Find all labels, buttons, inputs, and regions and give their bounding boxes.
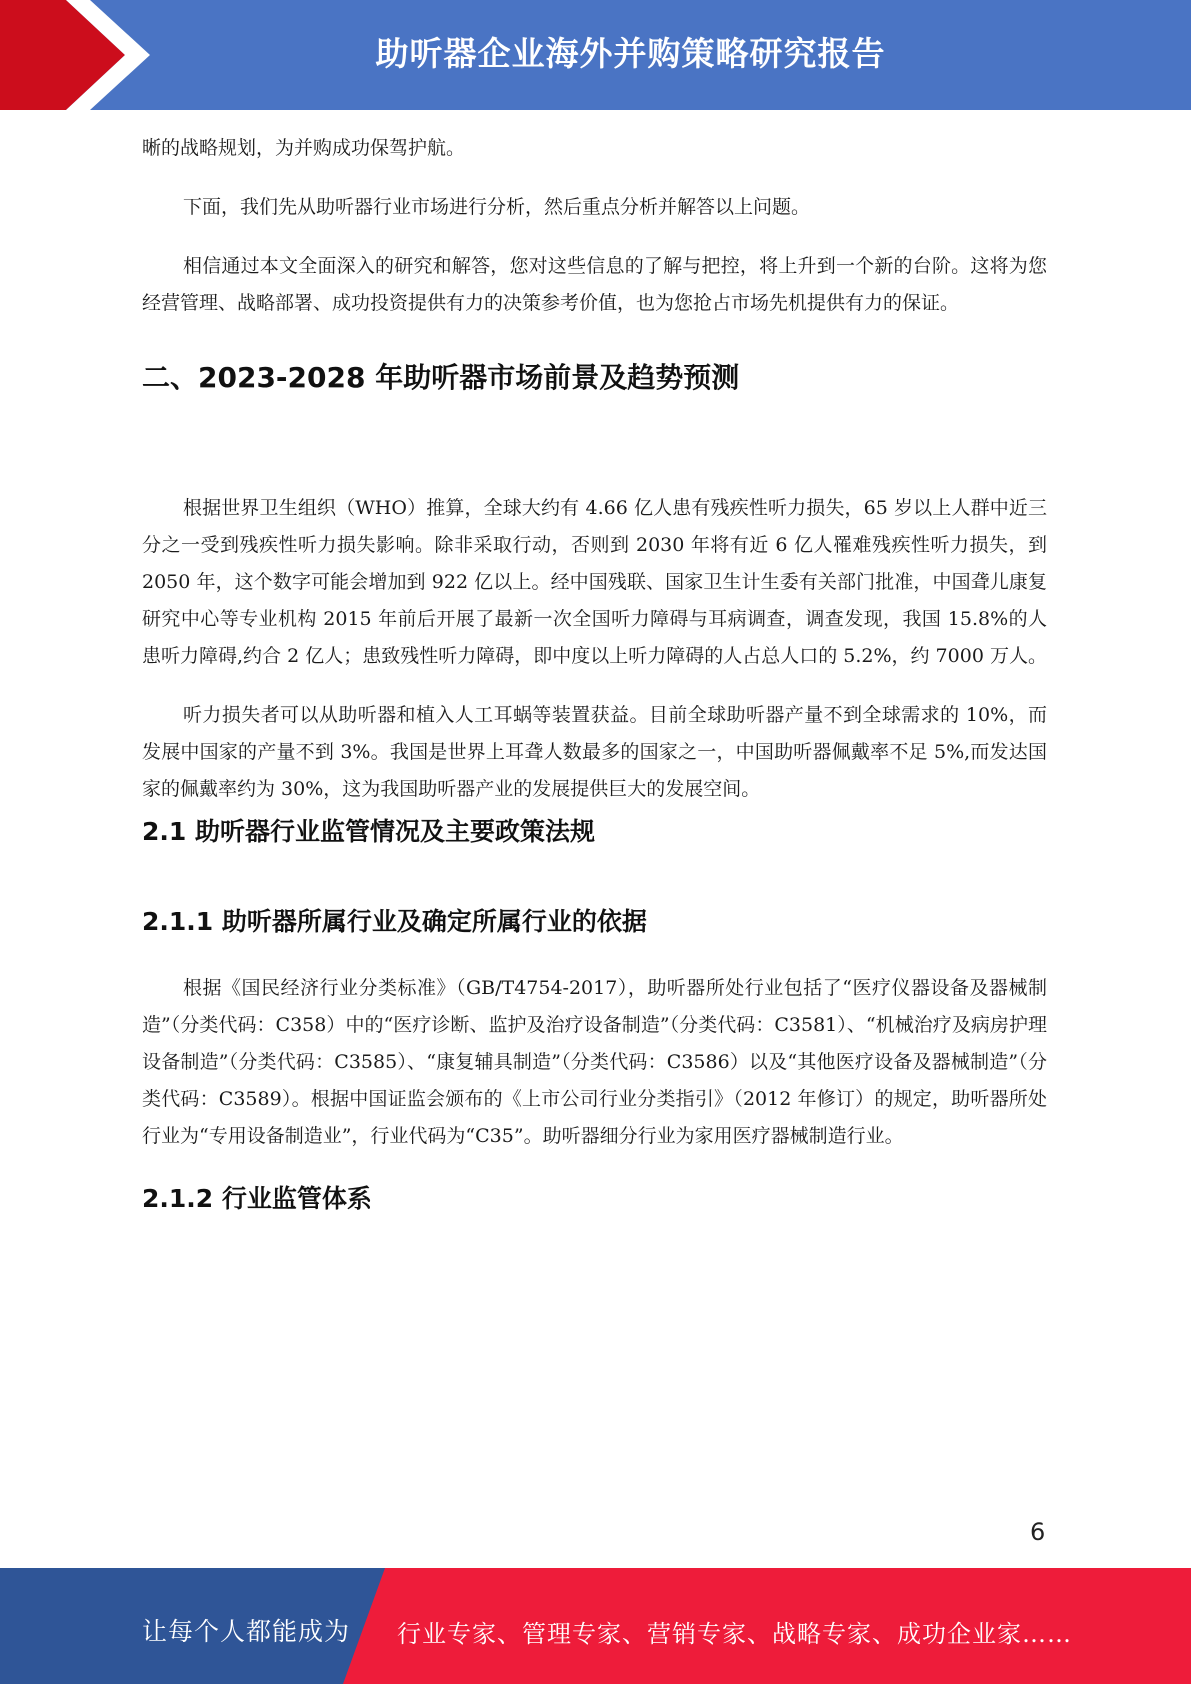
paragraph-who-statistics: 根据世界卫生组织（WHO）推算，全球大约有 4.66 亿人患有残疾性听力损失，65 岁以上人群中近三分之一受到残疾性听力损失影响。除非采取行动，否则到 2030 年将有近 6 亿人罹难残疾性听力损失，到 2050 年，这个数字可能会增加到 922 亿以上。经中国残联、国家卫生计生委有关部门批准，中国聋儿康复研究中心等专业机构 2015 年前后开展了最新一次全国听力障碍与耳病调查，调查发现，我国 15.8%的人患听力障碍,约合 2 亿人；患致残性听力障碍，即中度以上听力障碍的人占总人口的 5.2%，约 7000 万人。 xyxy=(142,497,1047,667)
page-footer xyxy=(0,1568,1191,1684)
paragraph-industry-classification: 根据《国民经济行业分类标准》（GB/T4754-2017），助听器所处行业包括了“医疗仪器设备及器械制造”（分类代码：C358）中的“医疗诊断、监护及治疗设备制造”（分类代码：C3581）、“机械治疗及病房护理设备制造”（分类代码：C3585）、“康复辅具制造”（分类代码：C3586）以及“其他医疗设备及器械制造”（分类代码：C3589）。根据中国证监会颁布的《上市公司行业分类指引》（2012 年修订）的规定，助听器所处行业为“专用设备制造业”，行业代码为“C35”。助听器细分行业为家用医疗器械制造行业。 xyxy=(142,977,1047,1147)
document-body xyxy=(142,130,1047,1217)
subsection-heading-2-1: 2.1 助听器行业监管情况及主要政策法规 xyxy=(142,817,595,846)
section-heading-2: 二、2023-2028 年助听器市场前景及趋势预测 xyxy=(142,361,740,394)
paragraph-value: 相信通过本文全面深入的研究和解答，您对这些信息的了解与把控，将上升到一个新的台阶。这将为您经营管理、战略部署、成功投资提供有力的决策参考价值，也为您抢占市场先机提供有力的保证。 xyxy=(142,255,1047,314)
subsection-heading-2-1-2: 2.1.2 行业监管体系 xyxy=(142,1184,372,1213)
page-header xyxy=(0,0,1191,110)
report-title: 助听器企业海外并购策略研究报告 xyxy=(375,34,886,73)
subsection-heading-2-1-1: 2.1.1 助听器所属行业及确定所属行业的依据 xyxy=(142,907,647,936)
paragraph-intro: 下面，我们先从助听器行业市场进行分析，然后重点分析并解答以上问题。 xyxy=(183,196,811,218)
footer-slogan-left: 让每个人都能成为 xyxy=(142,1617,351,1646)
page-number: 6 xyxy=(1030,1518,1046,1546)
paragraph-continuation: 晰的战略规划，为并购成功保驾护航。 xyxy=(142,137,466,159)
paragraph-hearing-aid-demand: 听力损失者可以从助听器和植入人工耳蜗等装置获益。目前全球助听器产量不到全球需求的 10%，而发展中国家的产量不到 3%。我国是世界上耳聋人数最多的国家之一，中国助听器佩戴率不足 5%,而发达国家的佩戴率约为 30%，这为我国助听器产业的发展提供巨大的发展空间。 xyxy=(142,704,1047,800)
footer-slogan-right: 行业专家、管理专家、营销专家、战略专家、成功企业家…… xyxy=(397,1620,1072,1648)
